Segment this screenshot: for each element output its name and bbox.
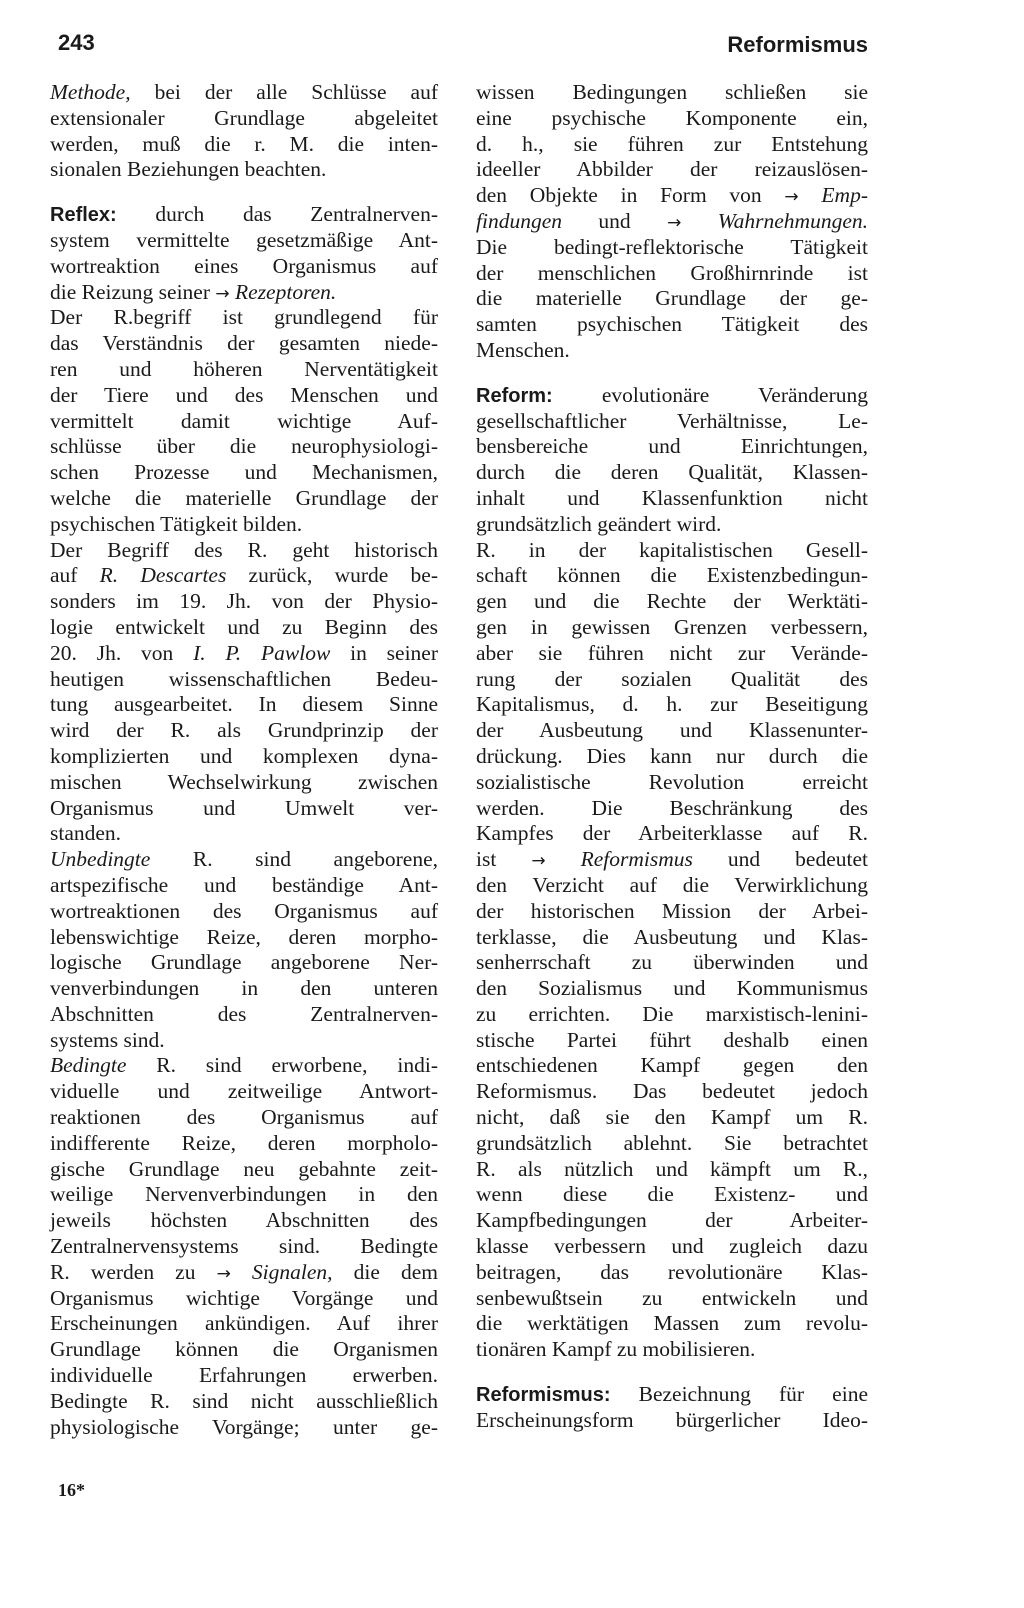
text-line: Grundlage können die Organismen: [50, 1337, 438, 1362]
text-line: wenn diese die Existenz- und: [476, 1182, 868, 1207]
text-line: R. werden zu → Signalen, die dem: [50, 1259, 438, 1284]
text-line: sionalen Beziehungen beachten.: [50, 157, 327, 182]
text-line: die werktätigen Massen zum revolu-: [476, 1311, 868, 1336]
text-line: tung ausgearbeitet. In diesem Sinne: [50, 692, 438, 717]
text-line: heutigen wissenschaftlichen Bedeu-: [50, 666, 438, 691]
entry-term-reformismus: Reformismus:: [476, 1384, 611, 1407]
entry-gap: [476, 1363, 868, 1382]
cross-reference-arrow-icon: →: [667, 212, 682, 233]
text-line: Kampfbedingungen der Arbeiter-: [476, 1208, 868, 1233]
text-line: schlüsse über die neurophysiologi-: [50, 434, 438, 459]
text-line: Der Begriff des R. geht historisch: [50, 537, 438, 562]
cross-reference-link[interactable]: findungen: [476, 208, 562, 233]
cross-reference-link[interactable]: Signalen,: [230, 1259, 333, 1284]
text-line: R. als nützlich und kämpft um R.,: [476, 1156, 868, 1181]
page-number: 243: [58, 30, 95, 55]
right-column: [476, 80, 868, 1434]
text-line: d. h., sie führen zur Entstehung: [476, 131, 868, 156]
person-name: I. P. Pawlow: [193, 640, 331, 665]
text-line: den Objekte in Form von → Emp-: [476, 183, 868, 208]
text-line: stische Partei führt deshalb einen: [476, 1027, 868, 1052]
text-line: 20. Jh. von I. P. Pawlow in seiner: [50, 640, 438, 665]
text-line: schen Prozesse und Mechanismen,: [50, 460, 438, 485]
text-line: den Sozialismus und Kommunismus: [476, 976, 868, 1001]
entry-heading-line: Reform: evolutionäre Veränderung: [476, 382, 868, 407]
cross-reference-arrow-icon: →: [215, 283, 230, 304]
text-line: auf R. Descartes zurück, wurde be-: [50, 563, 438, 588]
text-line: die Reizung seiner → Rezeptoren.: [50, 279, 337, 304]
text-line: inhalt und Klassenfunktion nicht: [476, 485, 868, 510]
text-line: der Tiere und des Menschen und: [50, 382, 438, 407]
subterm: Bedingte: [50, 1053, 127, 1078]
text-line: werden, muß die r. M. die inten-: [50, 131, 438, 156]
text-line: Menschen.: [476, 337, 570, 362]
text-line: artspezifische und beständige Ant-: [50, 872, 438, 897]
text-line: rung der sozialen Qualität des: [476, 666, 868, 691]
text-line: komplizierten und komplexen dyna-: [50, 743, 438, 768]
cross-reference-link[interactable]: Wahrnehmungen.: [681, 208, 869, 233]
subterm: Unbedingte: [50, 847, 151, 872]
text-line: mischen Wechselwirkung zwischen: [50, 769, 438, 794]
cross-reference-link[interactable]: Rezeptoren.: [229, 279, 337, 304]
text-line: gen und die Rechte der Werktäti-: [476, 589, 868, 614]
text-line: physiologische Vorgänge; unter ge-: [50, 1414, 438, 1439]
text-line: findungen und → Wahrnehmungen.: [476, 208, 869, 233]
text-line: der historischen Mission der Arbei-: [476, 898, 868, 923]
text-line: Organismus wichtige Vorgänge und: [50, 1285, 438, 1310]
term-reference: Methode,: [50, 80, 131, 104]
text-line: Abschnitten des Zentralnerven-: [50, 1001, 438, 1026]
text-line: wissen Bedingungen schließen sie: [476, 80, 868, 104]
text-line: klasse verbessern und zugleich dazu: [476, 1234, 868, 1259]
text-line: Erscheinungen ankündigen. Auf ihrer: [50, 1311, 438, 1336]
entry-term-reflex: Reflex:: [50, 204, 117, 227]
text-line: wortreaktion eines Organismus auf: [50, 253, 438, 278]
text-line: systems sind.: [50, 1027, 165, 1052]
text-line: Kampfes der Arbeiterklasse auf R.: [476, 821, 868, 846]
text-line: wortreaktionen des Organismus auf: [50, 898, 438, 923]
text-line: logische Grundlage angeborene Ner-: [50, 950, 438, 975]
text-line: reaktionen des Organismus auf: [50, 1105, 438, 1130]
text-line: die materielle Grundlage der ge-: [476, 286, 868, 311]
cross-reference-arrow-icon: →: [216, 1263, 231, 1284]
text-line: zu errichten. Die marxistisch-lenini-: [476, 1001, 868, 1026]
text-line: Unbedingte R. sind angeborene,: [50, 847, 438, 872]
text-line: grundsätzlich ablehnt. Sie betrachtet: [476, 1130, 868, 1155]
text-line: tionären Kampf zu mobilisieren.: [476, 1337, 756, 1362]
text-line: Die bedingt-reflektorische Tätigkeit: [476, 234, 868, 259]
text-line: Methode, bei der alle Schlüsse auf: [50, 80, 438, 104]
text-line: gesellschaftlicher Verhältnisse, Le-: [476, 408, 868, 433]
text-line: senherrschaft zu überwinden und: [476, 950, 868, 975]
text-line: Bedingte R. sind nicht ausschließlich: [50, 1388, 438, 1413]
cross-reference-link[interactable]: Reformismus: [545, 847, 693, 872]
text-line: lebenswichtige Reize, deren morpho-: [50, 924, 438, 949]
text-line: ideeller Abbilder der reizauslösen-: [476, 157, 868, 182]
text-line: psychischen Tätigkeit bilden.: [50, 511, 303, 536]
text-line: venverbindungen in den unteren: [50, 976, 438, 1001]
text-line: extensionaler Grundlage abgeleitet: [50, 105, 438, 130]
text-line: jeweils höchsten Abschnitten des: [50, 1208, 438, 1233]
text-line: bensbereiche und Einrichtungen,: [476, 434, 868, 459]
running-head: Reformismus: [727, 32, 868, 57]
text-line: standen.: [50, 821, 122, 846]
text-line: grundsätzlich geändert wird.: [476, 511, 722, 536]
text-line: Bedingte R. sind erworbene, indi-: [50, 1053, 438, 1078]
text-line: drückung. Dies kann nur durch die: [476, 743, 868, 768]
text-line: sonders im 19. Jh. von der Physio-: [50, 589, 438, 614]
text-line: ren und höheren Nerventätigkeit: [50, 356, 438, 381]
text-line: R. in der kapitalistischen Gesell-: [476, 537, 868, 562]
text-line: indifferente Reize, deren morpholo-: [50, 1130, 438, 1155]
text-line: sozialistische Revolution erreicht: [476, 769, 868, 794]
entry-gap: [476, 364, 868, 383]
text-line: eine psychische Komponente ein,: [476, 105, 868, 130]
text-line: wird der R. als Grundprinzip der: [50, 718, 438, 743]
left-column: [50, 80, 438, 1440]
text-line: Organismus und Umwelt ver-: [50, 795, 438, 820]
text-line: vermittelt damit wichtige Auf-: [50, 408, 438, 433]
entry-gap: [50, 183, 438, 202]
text-line: welche die materielle Grundlage der: [50, 485, 438, 510]
entry-heading-line: Reformismus: Bezeichnung für eine: [476, 1382, 868, 1407]
text-line: logie entwickelt und zu Beginn des: [50, 614, 438, 639]
text-line: Erscheinungsform bürgerlicher Ideo-: [476, 1407, 868, 1432]
text-line: werden. Die Beschränkung des: [476, 795, 868, 820]
text-line: weilige Nervenverbindungen in den: [50, 1182, 438, 1207]
text-line: aber sie führen nicht zur Verände-: [476, 640, 868, 665]
signature-mark: 16*: [58, 1480, 85, 1500]
text-line: das Verständnis der gesamten niede-: [50, 331, 438, 356]
text-line: der Ausbeutung und Klassenunter-: [476, 718, 868, 743]
text-line: Zentralnervensystems sind. Bedingte: [50, 1234, 438, 1259]
text-line: viduelle und zeitweilige Antwort-: [50, 1079, 438, 1104]
text-line: Reformismus. Das bedeutet jedoch: [476, 1079, 868, 1104]
text-line: der menschlichen Großhirnrinde ist: [476, 260, 868, 285]
text-line: senbewußtsein zu entwickeln und: [476, 1285, 868, 1310]
entry-term-reform: Reform:: [476, 384, 553, 407]
cross-reference-arrow-icon: →: [531, 851, 546, 872]
entry-heading-line: Reflex: durch das Zentralnerven-: [50, 202, 438, 227]
text-line: entschiedenen Kampf gegen den: [476, 1053, 868, 1078]
text-line: den Verzicht auf die Verwirklichung: [476, 872, 868, 897]
text-line: gische Grundlage neu gebahnte zeit-: [50, 1156, 438, 1181]
text-line: schaft können die Existenzbedingun-: [476, 563, 868, 588]
text-line: ist → Reformismus und bedeutet: [476, 847, 868, 872]
cross-reference-arrow-icon: →: [784, 187, 799, 208]
text-line: gen in gewissen Grenzen verbessern,: [476, 614, 868, 639]
person-name: R. Descartes: [99, 563, 227, 588]
text-line: beitragen, das revolutionäre Klas-: [476, 1259, 868, 1284]
text-line: system vermittelte gesetzmäßige Ant-: [50, 227, 438, 252]
text-line: nicht, daß sie den Kampf um R.: [476, 1105, 868, 1130]
text-line: terklasse, die Ausbeutung und Klas-: [476, 924, 868, 949]
text-line: individuelle Erfahrungen erwerben.: [50, 1363, 438, 1388]
text-line: Kapitalismus, d. h. zur Beseitigung: [476, 692, 868, 717]
text-line: samten psychischen Tätigkeit des: [476, 312, 868, 337]
text-line: durch die deren Qualität, Klassen-: [476, 460, 868, 485]
cross-reference-link[interactable]: Emp-: [798, 183, 868, 208]
text-line: Der R.begriff ist grundlegend für: [50, 305, 438, 330]
